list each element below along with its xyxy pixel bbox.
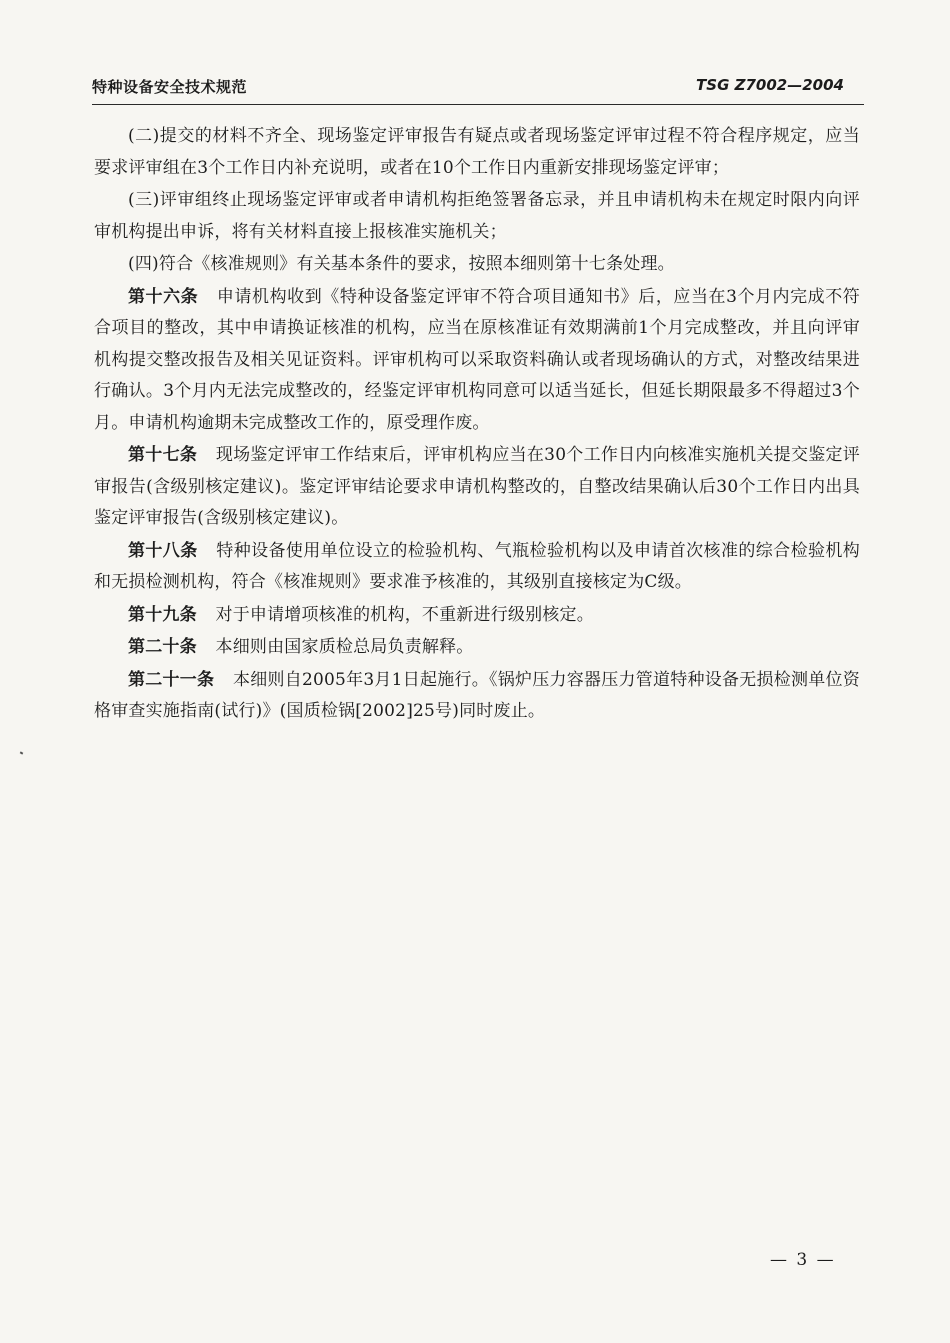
- article-text: 现场鉴定评审工作结束后，评审机构应当在30个工作日内向核准实施机关提交鉴定评审报告(含级别核定建议)。鉴定评审结论要求申请机构整改的，自整改结果确认后30个工作日内出具鉴定评审报告(含级别核定建议)。: [94, 445, 860, 528]
- article-16: [94, 282, 860, 440]
- article-text: 本细则由国家质检总局负责解释。: [215, 637, 474, 657]
- paragraph-text: (四)符合《核准规则》有关基本条件的要求，按照本细则第十七条处理。: [128, 254, 675, 274]
- page-header: [92, 76, 844, 100]
- article-number: 第十八条: [128, 540, 198, 561]
- paragraph-item-3: [94, 185, 860, 248]
- article-21: [94, 665, 860, 728]
- document-body: [94, 121, 860, 729]
- header-standard-code: TSG Z7002—2004: [696, 76, 844, 94]
- article-number: 第十九条: [128, 604, 197, 625]
- header-title: 特种设备安全技术规范: [92, 78, 248, 96]
- paragraph-text: (三)评审组终止现场鉴定评审或者申请机构拒绝签署备忘录，并且申请机构未在规定时限内向评审机构提出申诉，将有关材料直接上报核准实施机关；: [94, 190, 860, 242]
- paragraph-item-4: [94, 249, 860, 281]
- header-divider: [92, 104, 864, 105]
- paragraph-item-2: [94, 121, 860, 184]
- scan-speck: [20, 751, 24, 754]
- article-text: 本细则自2005年3月1日起施行。《锅炉压力容器压力管道特种设备无损检测单位资格审查实施指南(试行)》(国质检锅[2002]25号)同时废止。: [94, 669, 860, 721]
- article-number: 第二十条: [128, 637, 197, 657]
- article-text: 申请机构收到《特种设备鉴定评审不符合项目通知书》后，应当在3个月内完成不符合项目的整改，其中申请换证核准的机构，应当在原核准证有效期满前1个月完成整改，并且向评审机构提交整改报告及相关见证资料。评审机构可以采取资料确认或者现场确认的方式，对整改结果进行确认。3个月内无法完成整改的，经鉴定评审机构同意可以适当延长，但延长期限最多不得超过3个月。申请机构逾期未完成整改工作的，原受理作废。: [94, 286, 860, 433]
- article-18: [94, 536, 860, 599]
- paragraph-text: (二)提交的材料不齐全、现场鉴定评审报告有疑点或者现场鉴定评审过程不符合程序规定，应当要求评审组在3个工作日内补充说明，或者在10个工作日内重新安排现场鉴定评审；: [94, 126, 860, 178]
- page-number: — 3 —: [770, 1250, 836, 1270]
- article-19: [94, 600, 860, 632]
- article-number: 第十七条: [128, 445, 198, 465]
- article-text: 对于申请增项核准的机构，不重新进行级别核定。: [215, 604, 594, 625]
- article-20: [94, 632, 860, 664]
- article-number: 第二十一条: [128, 669, 215, 690]
- article-text: 特种设备使用单位设立的检验机构、气瓶检验机构以及申请首次核准的综合检验机构和无损检测机构，符合《核准规则》要求准予核准的，其级别直接核定为C级。: [94, 540, 860, 592]
- article-number: 第十六条: [128, 286, 199, 307]
- article-17: [94, 440, 860, 535]
